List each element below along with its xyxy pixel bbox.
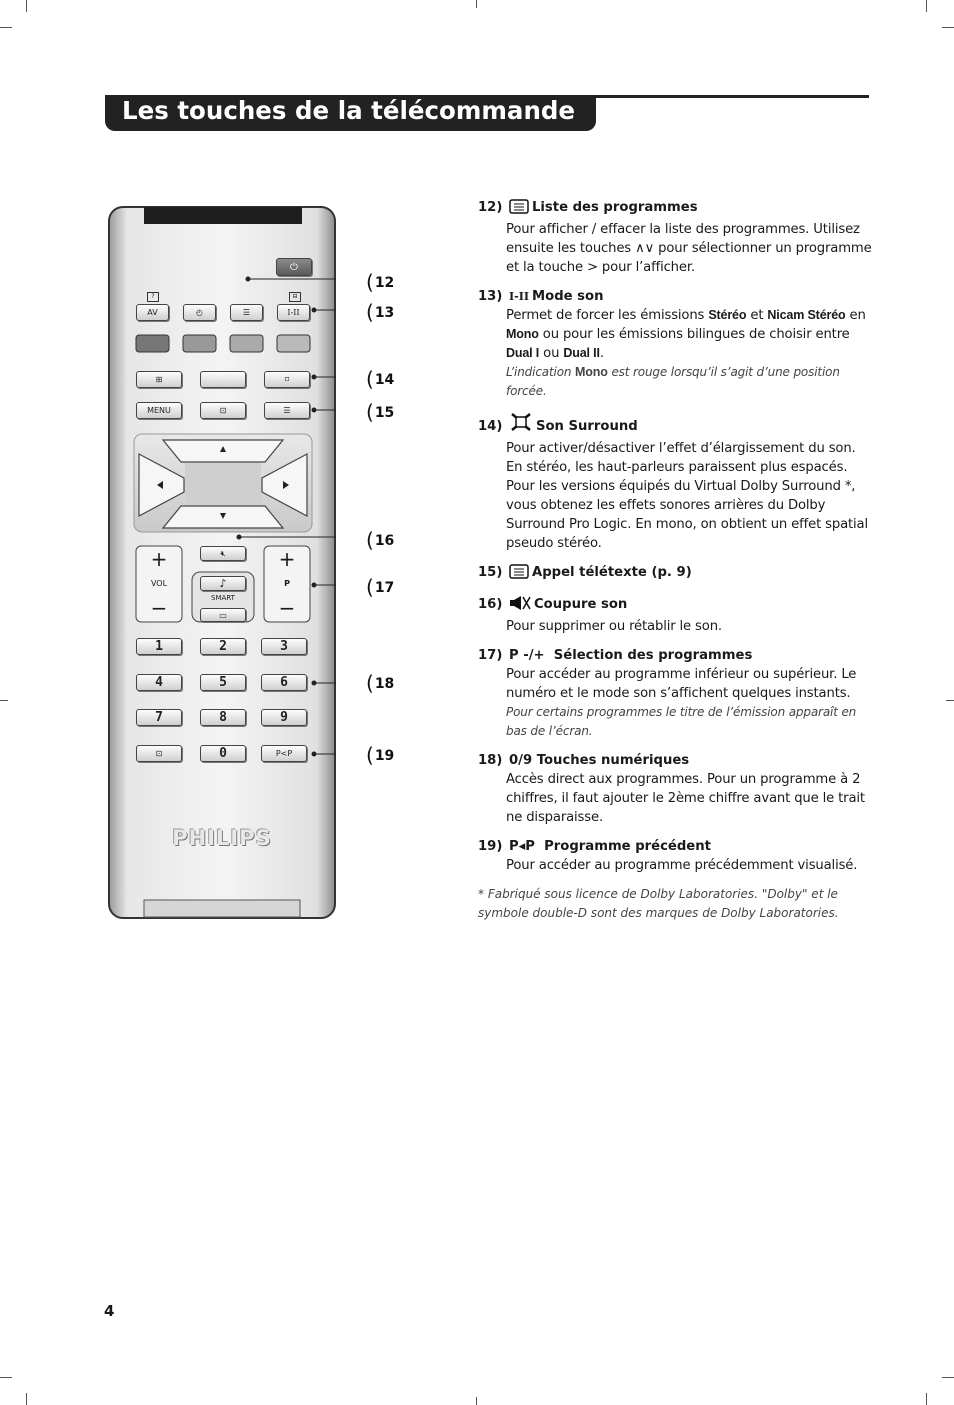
callout-12: (12 (366, 270, 395, 294)
list-icon (509, 199, 529, 220)
callout-19: (19 (366, 743, 395, 767)
teletext-button[interactable]: ☰ (264, 402, 310, 419)
callout-18: (18 (366, 671, 395, 695)
surround-button[interactable]: ⌑ (264, 371, 310, 388)
entry-text: Pour afficher / effacer la liste des programmes. Utilisez ensuite les touches ∧∨ pour sélectionner un programme et la touche > pour l’afficher. (506, 222, 872, 275)
description-list (478, 198, 873, 923)
crop-mark (476, 1397, 477, 1405)
p-label: P (284, 579, 290, 588)
entry-note: L’indication Mono est rouge lorsqu’il s’agit d’une position forcée. (506, 365, 840, 398)
sound-mode-button[interactable]: I-II (277, 304, 310, 321)
entry-heading: 18) 0/9 Touches numériques (478, 753, 690, 768)
vol-minus-button[interactable]: − (150, 596, 168, 620)
entry-18 (478, 751, 873, 827)
digit-4-button[interactable]: 4 (136, 674, 182, 691)
digit-7-button[interactable]: 7 (136, 709, 182, 726)
entry-15 (478, 563, 873, 585)
mute-button[interactable]: 🔇︎ (200, 546, 246, 561)
entry-heading: 17) P -/+ Sélection des programmes (478, 648, 753, 663)
digit-0-button[interactable]: 0 (200, 745, 246, 762)
entry-heading: 15) Appel télétexte (p. 9) (478, 563, 873, 585)
program-list-button[interactable]: ☰ (230, 304, 263, 321)
av-button[interactable]: AV (136, 304, 169, 321)
digit-3-button[interactable]: 3 (261, 638, 307, 655)
entry-text: Pour activer/désactiver l’effet d’élargissement du son. En stéréo, les haut-parleurs paraissent plus espacés. Pour les versions équipés du Virtual Dolby Surround *, vous obtenez les effets sonores arrières du Dolby Surround Pro Logic. En mono, on obtient un effet spatial pseudo stéréo. (506, 441, 868, 551)
teletext-icon (509, 564, 529, 585)
entry-text: Pour accéder au programme inférieur ou supérieur. Le numéro et le mode son s’affichent quelques instants. Pour certains programmes le titre de l’émission apparaît en bas de l’écran. (506, 667, 857, 738)
digit-6-button[interactable]: 6 (261, 674, 307, 691)
digit-1-button[interactable]: 1 (136, 638, 182, 655)
up-down-arrows-icon: ∧∨ (635, 241, 655, 256)
page-number: 4 (104, 1302, 115, 1320)
smart-label: SMART (211, 594, 235, 602)
crop-mark (926, 1393, 927, 1405)
crop-mark (942, 27, 954, 28)
crop-mark (942, 1377, 954, 1378)
callout-14: (14 (366, 367, 395, 391)
p-plus-button[interactable]: + (278, 547, 296, 571)
vol-plus-button[interactable]: + (150, 547, 168, 571)
screen-format-icon: ⊟ (289, 292, 301, 302)
crop-mark (476, 0, 477, 8)
callout-15: (15 (366, 400, 395, 424)
remote-control-illustration (108, 206, 336, 919)
digit-9-button[interactable]: 9 (261, 709, 307, 726)
callout-16: (16 (366, 528, 395, 552)
entry-heading: 12) Liste des programmes (478, 198, 873, 220)
entry-16 (478, 595, 873, 636)
brand-logo: PHILIPS (172, 826, 272, 850)
surround-icon (509, 411, 533, 439)
entry-13 (478, 287, 873, 401)
entry-heading: 16) Coupure son (478, 595, 873, 617)
crop-mark (0, 27, 12, 28)
crop-mark (26, 1393, 27, 1405)
crop-mark (946, 700, 954, 701)
help-icon: ? (147, 292, 159, 302)
info-button[interactable]: ⊡ (136, 745, 182, 762)
p-minus-button[interactable]: − (278, 596, 296, 620)
entry-note: Pour certains programmes le titre de l’émission apparaît en bas de l’écran. (506, 705, 857, 738)
crop-mark (0, 700, 8, 701)
entry-text: Permet de forcer les émissions Stéréo et Nicam Stéréo en Mono ou pour les émissions bilingues de choisir entre Dual I ou Dual II. L’indication Mono est rouge lorsqu’il s’agit d’une position forcée. (506, 308, 866, 398)
digit-5-button[interactable]: 5 (200, 674, 246, 691)
power-button[interactable]: ⏻ (276, 258, 312, 276)
teletext-mix-button[interactable]: ⊞ (136, 371, 182, 388)
smart-picture-button[interactable]: ▭ (200, 608, 246, 622)
digit-8-button[interactable]: 8 (200, 709, 246, 726)
entry-text: Accès direct aux programmes. Pour un programme à 2 chiffres, il faut ajouter le 2ème chiffre avant que le trait ne disparaisse. (506, 772, 865, 825)
footnote: * Fabriqué sous licence de Dolby Laboratories. "Dolby" et le symbole double-D sont des marques de Dolby Laboratories. (478, 887, 839, 920)
digit-2-button[interactable]: 2 (200, 638, 246, 655)
entry-heading: 19) P◂P Programme précédent (478, 839, 711, 854)
crop-mark (26, 0, 27, 12)
menu-button[interactable]: MENU (136, 402, 182, 419)
entry-heading: 13) I-II Mode son (478, 289, 604, 304)
format-button[interactable]: ⊡ (200, 402, 246, 419)
entry-12 (478, 198, 873, 277)
blank-button[interactable] (200, 371, 246, 388)
right-arrow-icon: > (586, 260, 598, 275)
mute-icon (509, 595, 531, 617)
entry-17 (478, 646, 873, 741)
entry-text: Pour supprimer ou rétablir le son. (506, 619, 722, 634)
entry-heading: 14) Son Surround (478, 411, 873, 439)
dual-sound-icon: I-II (509, 290, 530, 303)
smart-sound-button[interactable]: ♪ (200, 576, 246, 591)
entry-14 (478, 411, 873, 553)
vol-label: VOL (150, 579, 168, 588)
entry-text: Pour accéder au programme précédemment visualisé. (506, 858, 858, 873)
callout-17: (17 (366, 575, 395, 599)
crop-mark (926, 0, 927, 12)
timer-button[interactable]: ◴ (183, 304, 216, 321)
entry-19 (478, 837, 873, 875)
previous-program-button[interactable]: P<P (261, 745, 307, 762)
dpad-left-button[interactable] (139, 454, 184, 516)
dpad-right-button[interactable] (262, 454, 307, 516)
callout-13: (13 (366, 300, 395, 324)
crop-mark (0, 1377, 12, 1378)
page-title: Les touches de la télécommande (122, 96, 576, 125)
